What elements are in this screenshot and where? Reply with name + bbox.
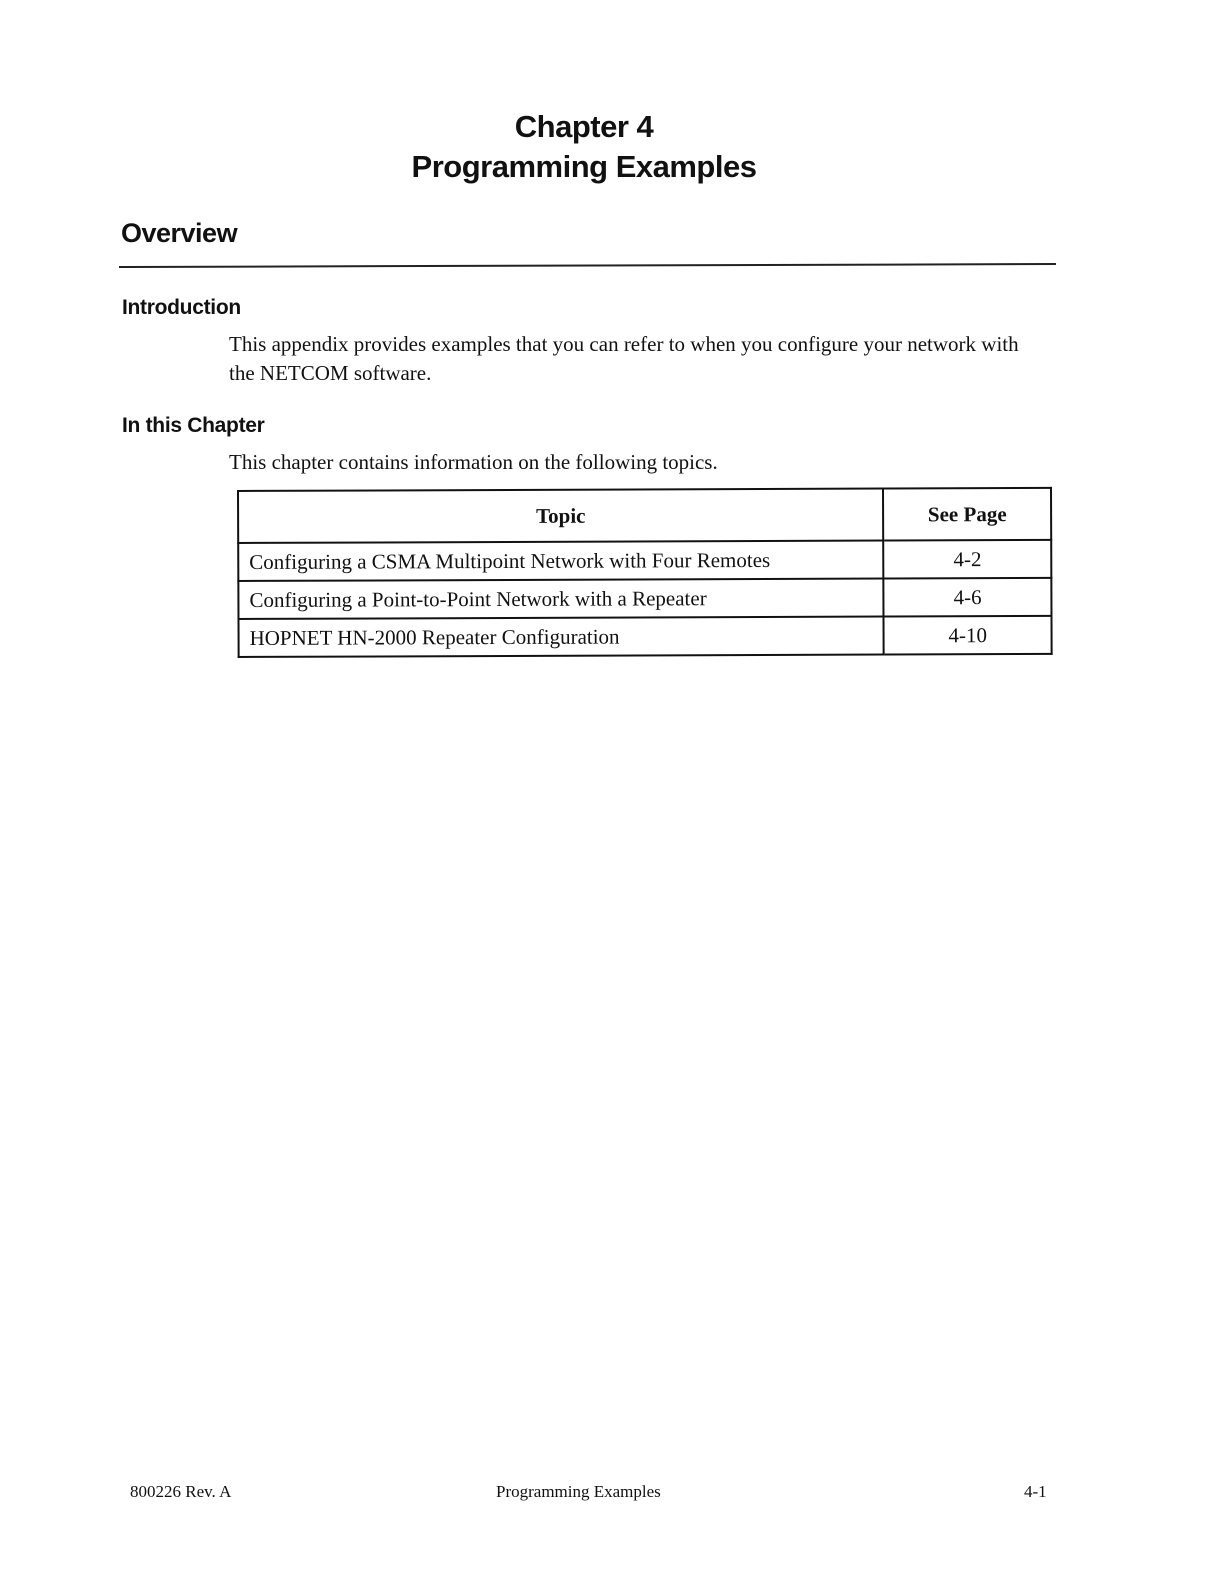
table-row [238,616,1051,657]
topic-cell: HOPNET HN-2000 Repeater Configuration [238,617,883,657]
column-header-topic: Topic [238,489,884,543]
introduction-heading: Introduction [122,296,241,319]
footer-document-revision: 800226 Rev. A [130,1482,232,1501]
introduction-text: This appendix provides examples that you can refer to when you configure your network with the NETCOM software. [229,332,1019,385]
table-row [238,578,1051,619]
page-cell: 4-2 [884,540,1052,579]
footer-page-number: 4-1 [1024,1482,1047,1501]
overview-heading: Overview [121,218,238,248]
page-cell: 4-10 [884,616,1052,655]
chapter-title: Programming Examples [411,149,757,184]
table-row [238,540,1051,581]
chapter-number: Chapter 4 [514,109,654,144]
in-this-chapter-text: This chapter contains information on the following topics. [229,450,718,474]
page-cell: 4-6 [884,578,1052,617]
topics-table [237,487,1053,658]
column-header-see-page: See Page [883,488,1051,541]
topic-cell: Configuring a Point-to-Point Network with a Repeater [238,579,883,619]
in-this-chapter-heading: In this Chapter [122,414,265,437]
table-header-row [238,488,1051,543]
section-divider [119,263,1056,268]
topic-cell: Configuring a CSMA Multipoint Network with Four Remotes [238,541,883,581]
footer-chapter-title: Programming Examples [496,1482,661,1501]
